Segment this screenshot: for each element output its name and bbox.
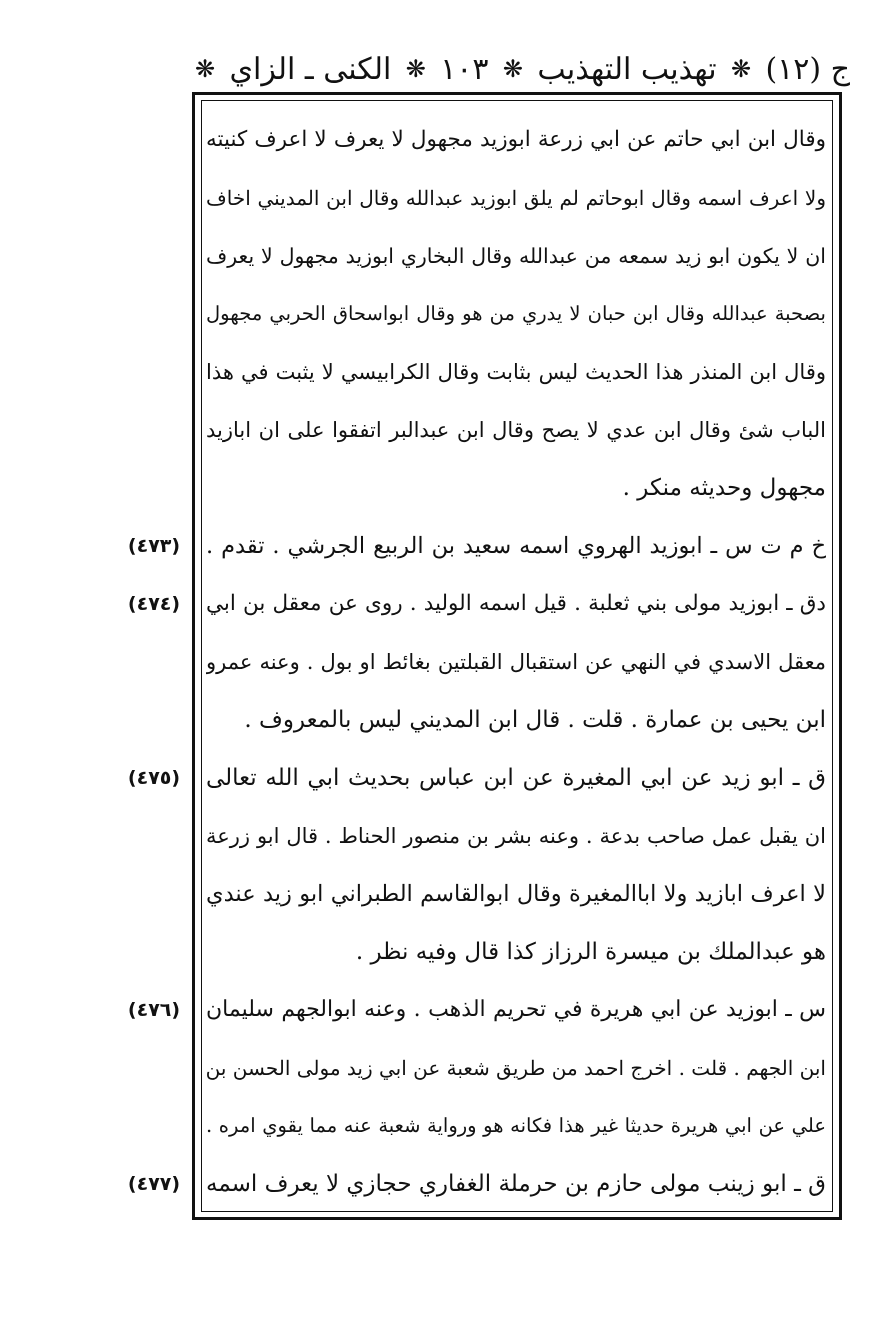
text-line: ان لا يكون ابو زيد سمعه من عبدالله وقال البخاري ابوزيد مجهول لا يعرف <box>206 244 826 268</box>
text-line: ان يقبل عمل صاحب بدعة . وعنه بشر بن منصور الحناط . قال ابو زرعة <box>206 824 826 848</box>
ornament-icon: ❋ <box>405 55 426 83</box>
book-title: تهذيب التهذيب <box>537 51 717 87</box>
text-line: ابن الجهم . قلت . اخرج احمد من طريق شعبة عن ابي زيد مولى الحسن بن <box>206 1056 826 1080</box>
entry-line: س ـ ابوزيد عن ابي هريرة في تحريم الذهب . وعنه ابوالجهم سليمان <box>206 997 826 1022</box>
text-line: وقال ابن المنذر هذا الحديث ليس بثابت وقال الكرابيسي لا يثبت في هذا <box>206 360 826 384</box>
entry-line: دق ـ ابوزيد مولى بني ثعلبة . قيل اسمه الوليد . روى عن معقل بن ابي <box>206 591 826 616</box>
text-line: ولا اعرف اسمه وقال ابوحاتم لم يلق ابوزيد عبدالله وقال ابن المديني اخاف <box>206 186 826 210</box>
entry-number: (٤٧٥) <box>127 767 181 789</box>
entry-line: خ م ت س ـ ابوزيد الهروي اسمه سعيد بن الربيع الجرشي . تقدم . <box>206 533 826 559</box>
running-header <box>195 44 850 94</box>
entry-number: (٤٧٣) <box>127 535 181 557</box>
ornament-icon: ❋ <box>502 55 524 83</box>
entry-line: ق ـ ابو زينب مولى حازم بن حرملة الغفاري حجازي لا يعرف اسمه <box>206 1171 826 1197</box>
text-line: الباب شئ وقال ابن عدي لا يصح وقال ابن عبدالبر اتفقوا على ان ابازيد <box>206 418 826 442</box>
part-number: ج (١٢) <box>765 51 850 87</box>
text-line: هو عبدالملك بن ميسرة الرزاز كذا قال وفيه نظر . <box>355 939 826 965</box>
text-line: مجهول وحديثه منكر . <box>622 475 826 501</box>
entry-number: (٤٧٦) <box>127 999 181 1021</box>
ornament-icon: ❋ <box>195 55 216 83</box>
text-line: علي عن ابي هريرة حديثا غير هذا فكانه هو ورواية شعبة عنه مما يقوي امره . <box>206 1114 826 1137</box>
text-line: لا اعرف ابازيد ولا اباالمغيرة وقال ابوالقاسم الطبراني ابو زيد عندي <box>206 881 826 907</box>
page-number: ١٠٣ <box>440 51 489 87</box>
entry-number: (٤٧٧) <box>127 1173 181 1195</box>
section-title: الكنى ـ الزاي <box>229 51 392 87</box>
text-line: ابن يحيى بن عمارة . قلت . قال ابن المديني ليس بالمعروف . <box>244 707 826 733</box>
entry-line: ق ـ ابو زيد عن ابي المغيرة عن ابن عباس بحديث ابي الله تعالى <box>206 765 826 791</box>
entry-number: (٤٧٤) <box>127 593 181 615</box>
text-line: بصحبة عبدالله وقال ابن حبان لا يدري من هو وقال ابواسحاق الحربي مجهول <box>206 302 826 325</box>
ornament-icon: ❋ <box>730 55 752 83</box>
text-line: وقال ابن ابي حاتم عن ابي زرعة ابوزيد مجهول لا يعرف لا اعرف كنيته <box>206 127 826 152</box>
text-line: معقل الاسدي في النهي عن استقبال القبلتين بغائط او بول . وعنه عمرو <box>206 650 826 674</box>
